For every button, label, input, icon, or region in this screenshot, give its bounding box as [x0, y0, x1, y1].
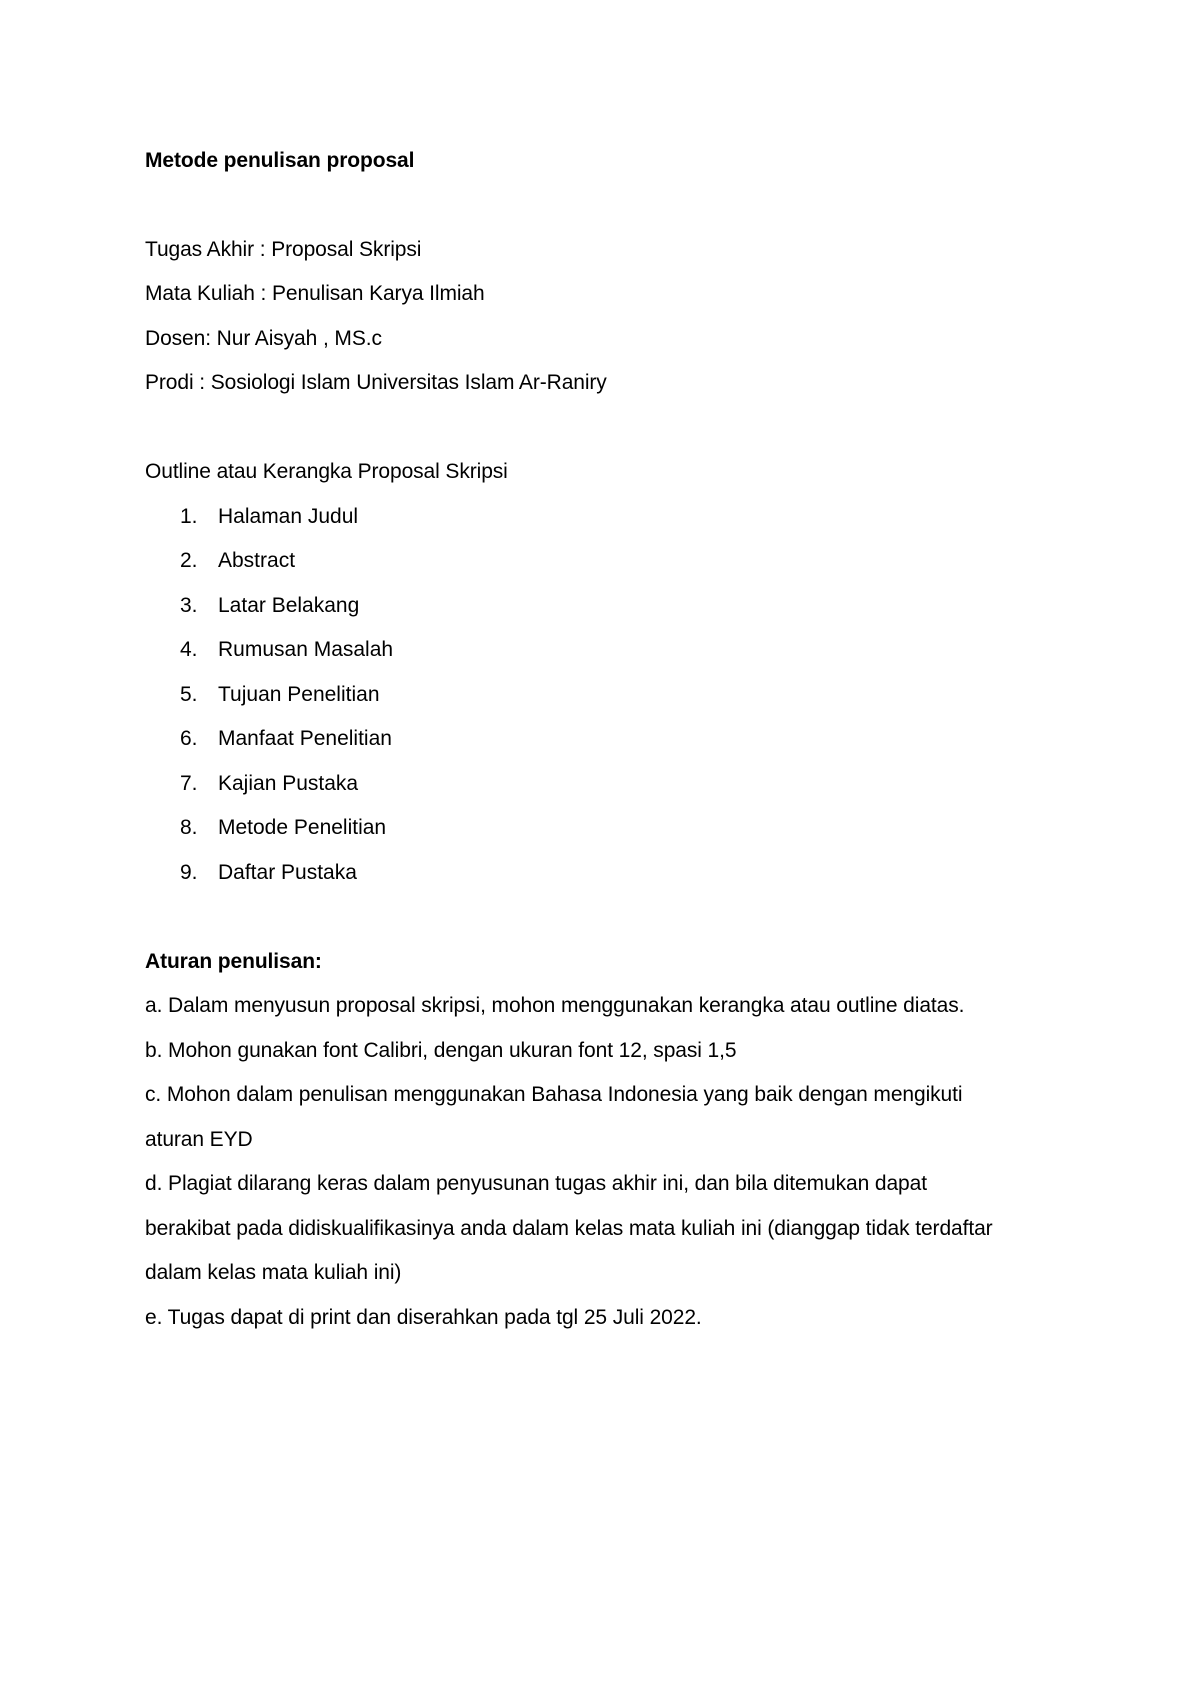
list-item: Manfaat Penelitian — [218, 727, 392, 750]
rule-line: dalam kelas mata kuliah ini) — [145, 1261, 402, 1284]
info-course: Mata Kuliah : Penulisan Karya Ilmiah — [145, 282, 485, 305]
list-item: Kajian Pustaka — [218, 772, 359, 795]
list-item: Halaman Judul — [218, 505, 359, 528]
info-program: Prodi : Sosiologi Islam Universitas Islam Ar-Raniry — [145, 371, 607, 394]
list-item: Rumusan Masalah — [218, 638, 394, 661]
list-item-number: 7. — [180, 772, 198, 795]
document-title: Metode penulisan proposal — [145, 149, 415, 172]
rule-line: berakibat pada didiskualifikasinya anda dalam kelas mata kuliah ini (dianggap tidak terdaftar — [145, 1217, 993, 1240]
list-item-number: 6. — [180, 727, 198, 750]
rule-line: aturan EYD — [145, 1128, 253, 1151]
list-item: Abstract — [218, 549, 296, 572]
rule-line: a. Dalam menyusun proposal skripsi, mohon menggunakan kerangka atau outline diatas. — [145, 994, 965, 1017]
list-item: Latar Belakang — [218, 594, 360, 617]
list-item: Metode Penelitian — [218, 816, 387, 839]
rule-line: d. Plagiat dilarang keras dalam penyusunan tugas akhir ini, dan bila ditemukan dapat — [145, 1172, 927, 1195]
info-lecturer: Dosen: Nur Aisyah , MS.c — [145, 327, 382, 350]
list-item-number: 2. — [180, 549, 198, 572]
list-item-number: 5. — [180, 683, 198, 706]
list-item-number: 1. — [180, 505, 198, 528]
list-item: Daftar Pustaka — [218, 861, 357, 884]
outline-heading: Outline atau Kerangka Proposal Skripsi — [145, 460, 508, 483]
list-item-number: 9. — [180, 861, 198, 884]
rule-line: b. Mohon gunakan font Calibri, dengan ukuran font 12, spasi 1,5 — [145, 1039, 737, 1062]
info-assignment: Tugas Akhir : Proposal Skripsi — [145, 238, 422, 261]
list-item-number: 4. — [180, 638, 198, 661]
rules-heading: Aturan penulisan: — [145, 950, 322, 973]
rule-line: c. Mohon dalam penulisan menggunakan Bahasa Indonesia yang baik dengan mengikuti — [145, 1083, 963, 1106]
rule-line: e. Tugas dapat di print dan diserahkan pada tgl 25 Juli 2022. — [145, 1306, 702, 1329]
list-item-number: 8. — [180, 816, 198, 839]
list-item: Tujuan Penelitian — [218, 683, 380, 706]
list-item-number: 3. — [180, 594, 198, 617]
